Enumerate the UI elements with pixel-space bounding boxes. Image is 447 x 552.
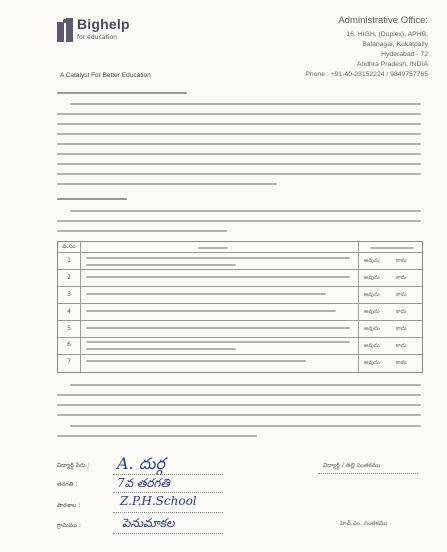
office-title: Administrative Office: bbox=[338, 15, 428, 26]
class-value: 7వ తరగతి bbox=[117, 476, 170, 490]
village-value: పెనుమాకల bbox=[122, 516, 175, 530]
survey-table: వ.సం 1 అవును కాదు 2 అవును కాదు 3 అవును కాదు 4 అవును కాదు 5 అవును కాదు 6 అవును కాదు 7 అవును కాదు bbox=[57, 241, 423, 373]
student-name-label: విద్యార్థి పేరు : bbox=[57, 462, 90, 469]
office-line: Phone : +91-40-23152224 / 9849757765 bbox=[305, 71, 428, 78]
student-name-value: A. దుర్గ bbox=[117, 454, 166, 473]
office-line: Andhra Pradesh, INDIA bbox=[356, 61, 428, 68]
org-tagline: A Catalyst For Better Education bbox=[60, 72, 151, 79]
table-header-no: వ.సం bbox=[62, 243, 76, 250]
school-value: Z.P.H.School bbox=[120, 494, 197, 508]
office-address bbox=[278, 15, 428, 80]
bighelp-mark-icon bbox=[57, 18, 73, 44]
office-line: 16, HIGH, (Duplex), APHB, bbox=[346, 31, 428, 38]
school-label: పాఠశాల : bbox=[57, 502, 81, 509]
office-line: Hyderabad - 72 bbox=[381, 51, 428, 58]
headmaster-signature-label: హెచ్.ఎం. సంతకము bbox=[340, 520, 388, 527]
parent-signature-label: విద్యార్థి / తల్లి సంతకము bbox=[323, 462, 381, 469]
org-name: Bighelp bbox=[77, 16, 130, 32]
org-subtitle: for education bbox=[77, 34, 117, 41]
village-label: గ్రామము : bbox=[57, 522, 82, 529]
office-line: Balanagar, Kukatpally bbox=[362, 41, 428, 48]
bighelp-logo bbox=[57, 16, 147, 52]
class-label: తరగతి : bbox=[57, 481, 78, 488]
